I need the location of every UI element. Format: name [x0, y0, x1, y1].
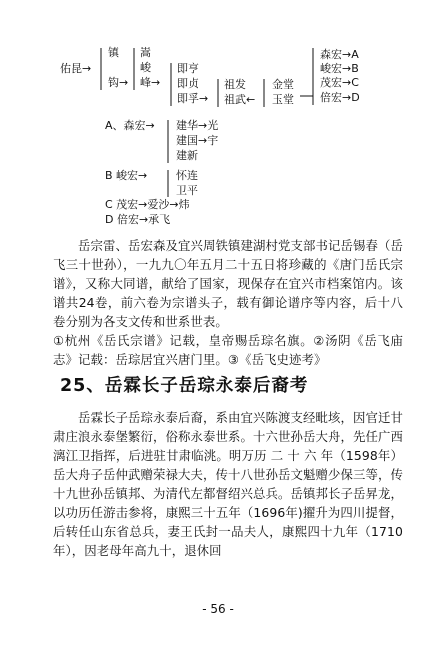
tree1-gen7-c: 茂宏→C	[320, 76, 359, 89]
tree1-gen3-c: 峰→	[140, 76, 161, 89]
tree2-d-line: D 倍宏→承飞	[105, 213, 171, 226]
tree1-gen7-d: 倍宏→D	[320, 91, 360, 104]
tree1-gen4-c: 即孚→	[177, 92, 209, 105]
tree1-gen4-b: 即贞	[177, 77, 199, 90]
tree2-b-child-2: 卫平	[176, 184, 198, 197]
tree1-gen2-a: 镇	[108, 46, 119, 59]
page-number: - 56 -	[202, 602, 234, 616]
tree2-c-line: C 茂宏→爱沙→炜	[105, 198, 190, 211]
tree1-gen5-b: 祖武←	[224, 93, 256, 106]
tree2-a-child-2: 建国→宇	[176, 134, 219, 147]
tree2-a-child-3: 建新	[176, 149, 198, 162]
tree2-a-child-1: 建华→光	[176, 119, 219, 132]
tree1-gen6-a: 金堂	[272, 78, 294, 91]
tree1-root: 佑昆→	[60, 62, 92, 75]
tree1-gen7-b: 峻宏→B	[320, 62, 359, 75]
tree1-gen3-b: 峻	[140, 61, 151, 74]
tree1-gen6-b: 玉堂	[272, 93, 294, 106]
section-heading: 25、岳霖长子岳琮永泰后裔考	[60, 376, 309, 396]
paragraph-donation: 岳宗雷、岳宏森及宜兴周铁镇建湖村党支部书记岳锡春（岳飞三十世孙），一九九〇年五月二十五日将珍藏的《唐门岳氏宗谱》，又称大同谱，献给了国家，现保存在宜兴市档案馆内。该谱共24卷，前六卷为宗谱头子，载有御论谱序等内容，后十八卷分别为各支文传和世系世表。	[53, 238, 403, 329]
tree2-b-label: B 峻宏→	[105, 169, 148, 182]
tree1-gen2-b: 钩→	[108, 76, 129, 89]
tree1-gen3-a: 嵩	[140, 46, 151, 59]
tree1-gen4-a: 即亨	[177, 62, 199, 75]
paragraph-references: ①杭州《岳氏宗谱》记载，皇帝赐岳琮名旗。②汤阴《岳飞庙志》记载：岳琮居宜兴唐门里。③《岳飞史迹考》	[53, 333, 403, 367]
tree2-a-label: A、森宏→	[105, 119, 155, 132]
tree1-gen5-a: 祖发	[224, 78, 246, 91]
paragraph-yongtai: 岳霖长子岳琮永泰后裔，系由宜兴陈渡支经毗垓，因官迁甘肃庄浪永泰堡繁衍，俗称永泰世系。十六世孙岳大舟，先任广西漓江卫指挥，后进驻甘肃临洮。明万历 二 十 六 年（1598年）岳大舟子岳仲武赠荣禄大夫，传十八世孙岳文魁赠少保三等，传十九世孙岳镇邦、为清代左都督绍兴总兵。岳镇邦长子岳昇龙，以功历任游击参将，康熙三十五年（1696年)擢升为四川提督，后转任山东省总兵，妻王氏封一品夫人，康熙四十九年（1710年），因老母年高九十，退休回	[53, 410, 403, 558]
tree1-gen7-a: 森宏→A	[320, 48, 359, 61]
tree2-b-child-1: 怀连	[176, 169, 198, 182]
genealogy-chart	[0, 0, 436, 240]
